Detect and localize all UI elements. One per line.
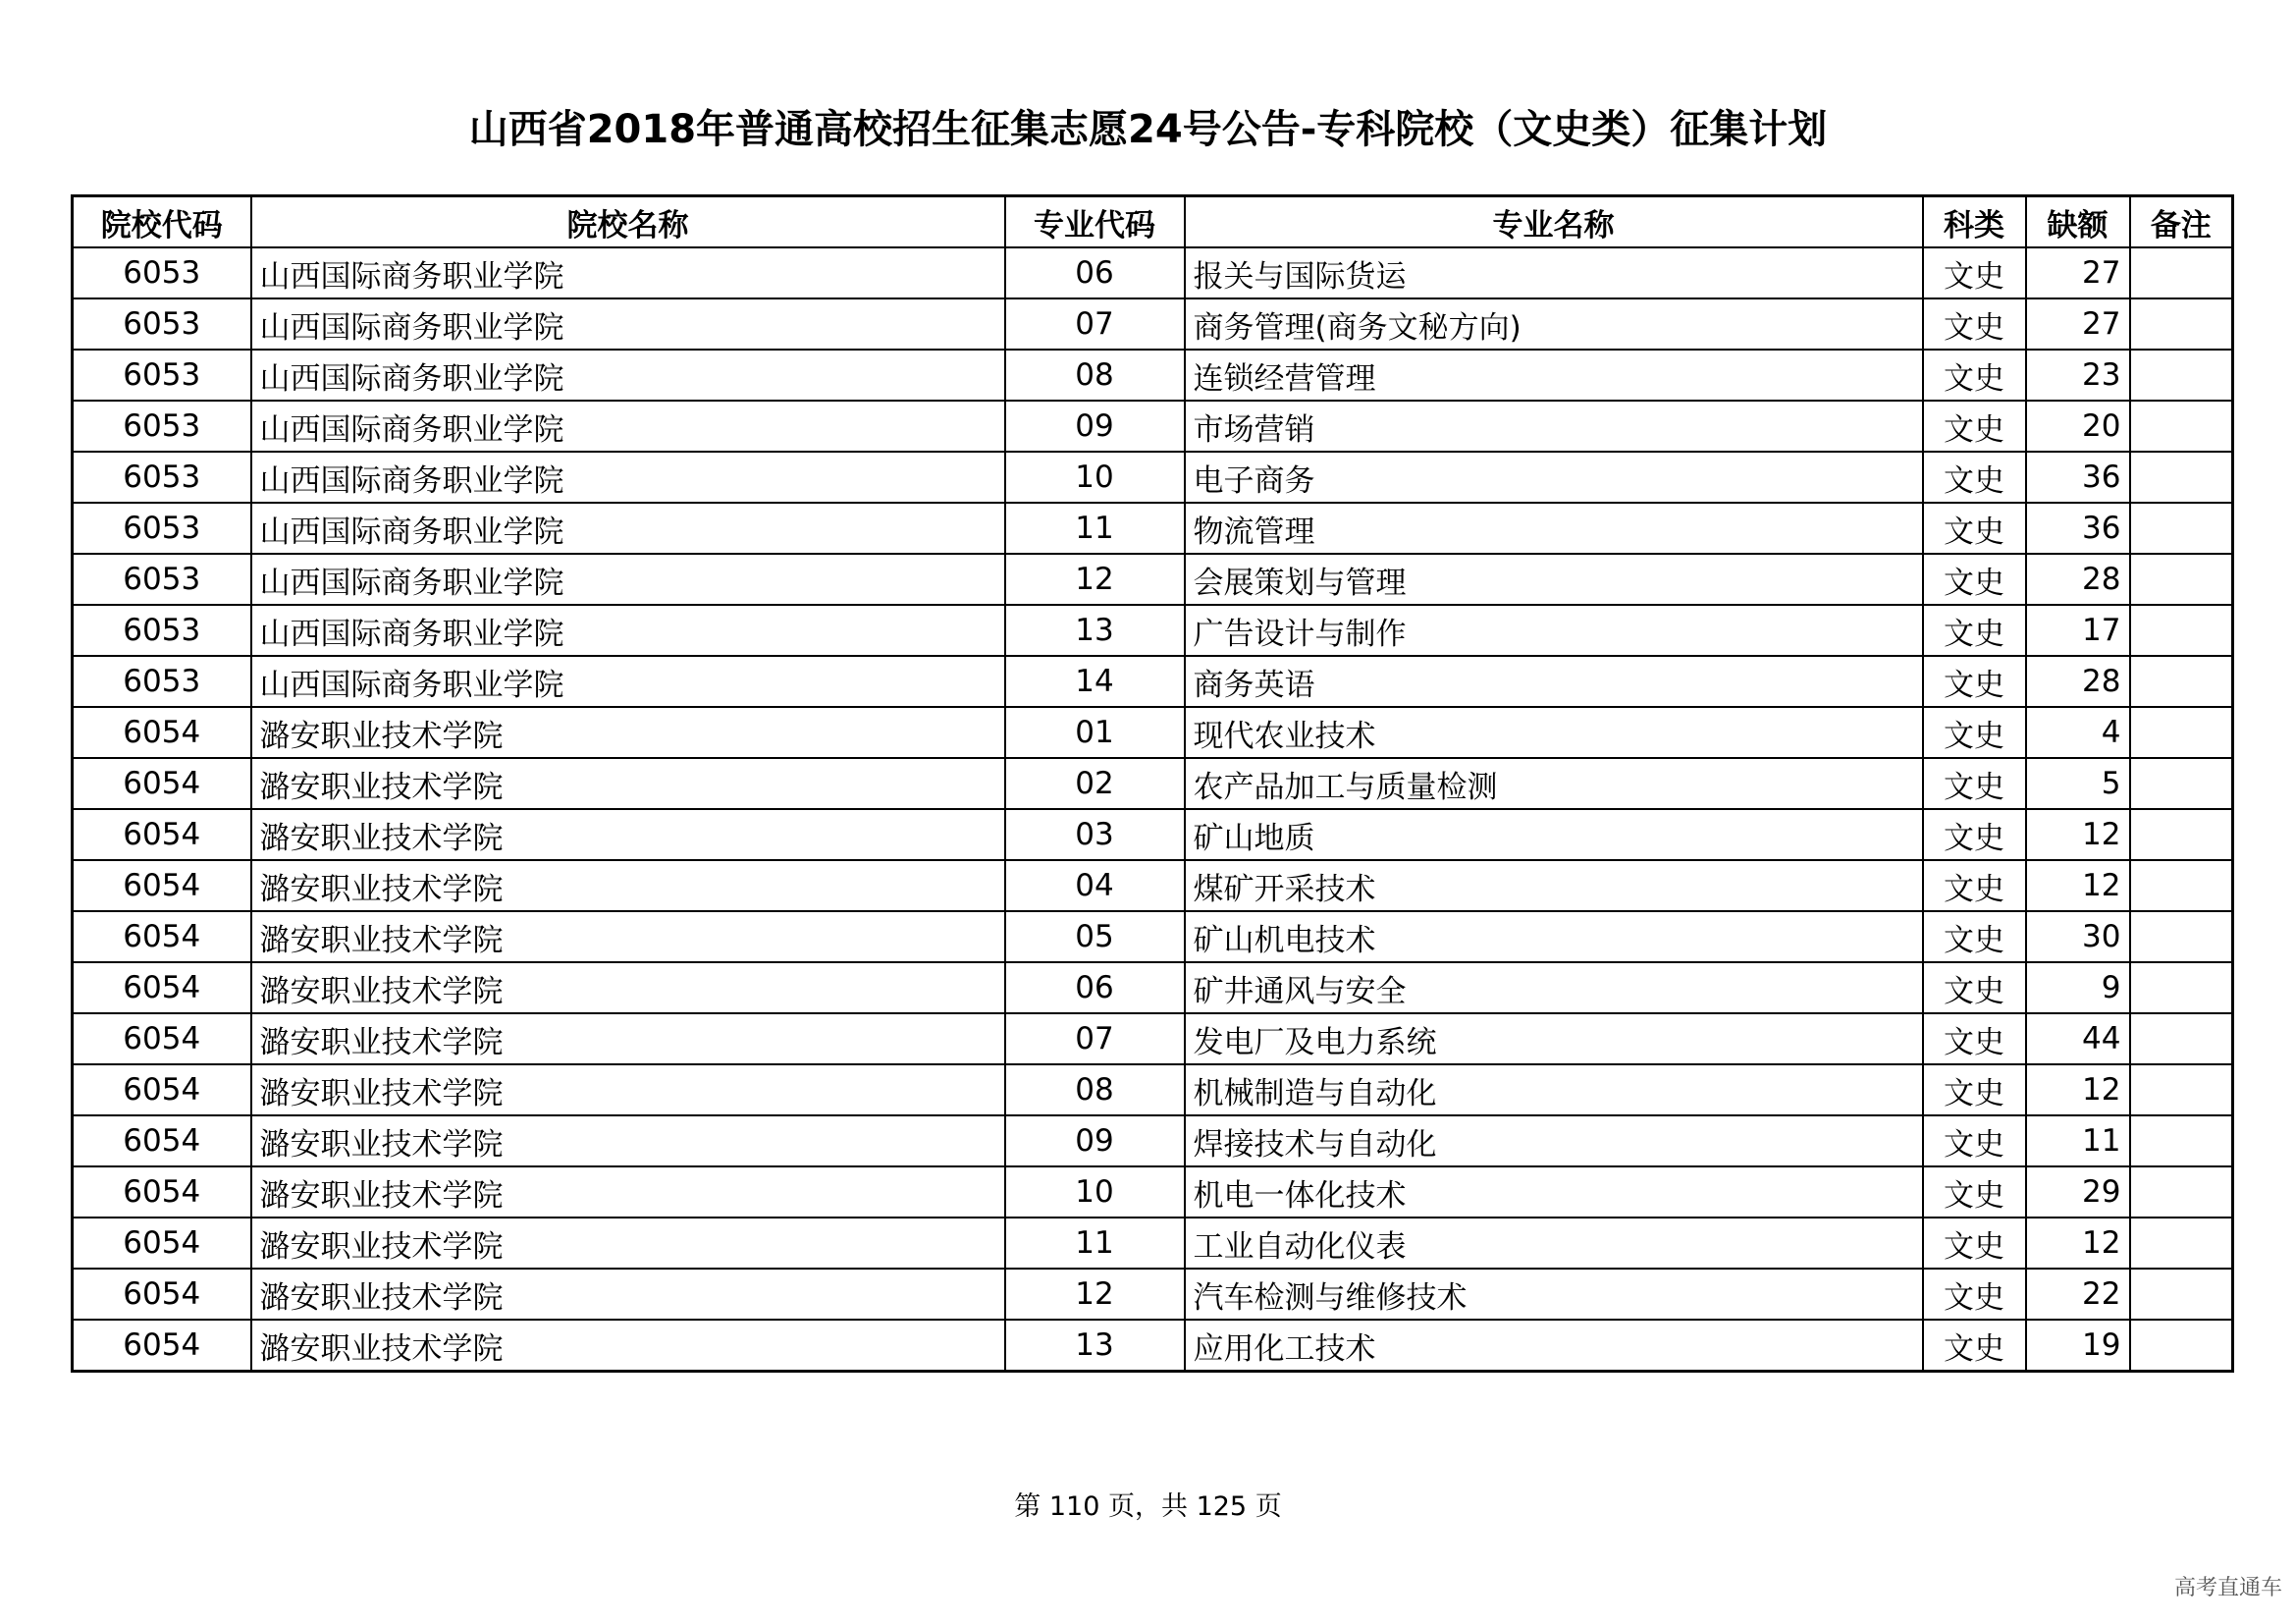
school-code-cell: 6054 (73, 1115, 251, 1166)
header-school-name: 院校名称 (251, 196, 1005, 248)
major-name-cell: 机电一体化技术 (1185, 1166, 1923, 1218)
major-name-cell: 广告设计与制作 (1185, 605, 1923, 656)
vacancy-cell: 19 (2026, 1320, 2130, 1372)
vacancy-cell: 29 (2026, 1166, 2130, 1218)
vacancy-cell: 20 (2026, 401, 2130, 452)
category-cell: 文史 (1923, 656, 2026, 707)
school-code-cell: 6053 (73, 452, 251, 503)
header-major-code: 专业代码 (1005, 196, 1185, 248)
category-cell: 文史 (1923, 1269, 2026, 1320)
table-row (73, 1218, 2233, 1269)
category-cell: 文史 (1923, 1166, 2026, 1218)
school-name-cell: 潞安职业技术学院 (251, 1166, 1005, 1218)
major-name-cell: 市场营销 (1185, 401, 1923, 452)
vacancy-cell: 9 (2026, 962, 2130, 1013)
remarks-cell (2130, 1320, 2233, 1372)
school-name-cell: 山西国际商务职业学院 (251, 554, 1005, 605)
vacancy-cell: 27 (2026, 247, 2130, 298)
major-name-cell: 机械制造与自动化 (1185, 1064, 1923, 1115)
enrollment-plan-table (71, 194, 2234, 1373)
vacancy-cell: 12 (2026, 809, 2130, 860)
major-name-cell: 汽车检测与维修技术 (1185, 1269, 1923, 1320)
table-row (73, 1269, 2233, 1320)
category-cell: 文史 (1923, 1320, 2026, 1372)
table-row (73, 758, 2233, 809)
major-name-cell: 商务管理(商务文秘方向) (1185, 298, 1923, 350)
category-cell: 文史 (1923, 503, 2026, 554)
remarks-cell (2130, 401, 2233, 452)
table-header-row (73, 196, 2233, 248)
school-code-cell: 6053 (73, 503, 251, 554)
major-code-cell: 06 (1005, 962, 1185, 1013)
major-code-cell: 08 (1005, 350, 1185, 401)
table-row (73, 503, 2233, 554)
school-code-cell: 6053 (73, 247, 251, 298)
table-row (73, 247, 2233, 298)
major-code-cell: 10 (1005, 1166, 1185, 1218)
school-name-cell: 潞安职业技术学院 (251, 758, 1005, 809)
table-row (73, 452, 2233, 503)
school-name-cell: 山西国际商务职业学院 (251, 247, 1005, 298)
school-name-cell: 山西国际商务职业学院 (251, 605, 1005, 656)
school-code-cell: 6054 (73, 809, 251, 860)
category-cell: 文史 (1923, 962, 2026, 1013)
category-cell: 文史 (1923, 247, 2026, 298)
school-name-cell: 潞安职业技术学院 (251, 707, 1005, 758)
remarks-cell (2130, 758, 2233, 809)
major-name-cell: 矿山机电技术 (1185, 911, 1923, 962)
school-name-cell: 山西国际商务职业学院 (251, 503, 1005, 554)
category-cell: 文史 (1923, 758, 2026, 809)
vacancy-cell: 5 (2026, 758, 2130, 809)
major-name-cell: 工业自动化仪表 (1185, 1218, 1923, 1269)
school-code-cell: 6053 (73, 605, 251, 656)
school-name-cell: 潞安职业技术学院 (251, 911, 1005, 962)
remarks-cell (2130, 1269, 2233, 1320)
remarks-cell (2130, 452, 2233, 503)
table-row (73, 350, 2233, 401)
header-vacancy: 缺额 (2026, 196, 2130, 248)
vacancy-cell: 11 (2026, 1115, 2130, 1166)
school-code-cell: 6053 (73, 554, 251, 605)
major-code-cell: 09 (1005, 1115, 1185, 1166)
major-name-cell: 商务英语 (1185, 656, 1923, 707)
vacancy-cell: 30 (2026, 911, 2130, 962)
major-code-cell: 03 (1005, 809, 1185, 860)
school-code-cell: 6054 (73, 911, 251, 962)
category-cell: 文史 (1923, 605, 2026, 656)
school-code-cell: 6054 (73, 1166, 251, 1218)
major-name-cell: 煤矿开采技术 (1185, 860, 1923, 911)
vacancy-cell: 17 (2026, 605, 2130, 656)
school-code-cell: 6054 (73, 758, 251, 809)
school-name-cell: 山西国际商务职业学院 (251, 401, 1005, 452)
remarks-cell (2130, 1218, 2233, 1269)
category-cell: 文史 (1923, 1115, 2026, 1166)
table-row (73, 1166, 2233, 1218)
school-name-cell: 山西国际商务职业学院 (251, 656, 1005, 707)
vacancy-cell: 22 (2026, 1269, 2130, 1320)
major-code-cell: 14 (1005, 656, 1185, 707)
header-school-code: 院校代码 (73, 196, 251, 248)
major-name-cell: 会展策划与管理 (1185, 554, 1923, 605)
major-name-cell: 物流管理 (1185, 503, 1923, 554)
school-code-cell: 6054 (73, 1013, 251, 1064)
school-code-cell: 6054 (73, 1320, 251, 1372)
table-row (73, 1115, 2233, 1166)
vacancy-cell: 12 (2026, 860, 2130, 911)
school-code-cell: 6054 (73, 707, 251, 758)
school-name-cell: 潞安职业技术学院 (251, 1269, 1005, 1320)
vacancy-cell: 27 (2026, 298, 2130, 350)
major-code-cell: 11 (1005, 1218, 1185, 1269)
major-code-cell: 09 (1005, 401, 1185, 452)
table-row (73, 809, 2233, 860)
major-name-cell: 连锁经营管理 (1185, 350, 1923, 401)
school-name-cell: 潞安职业技术学院 (251, 809, 1005, 860)
major-name-cell: 焊接技术与自动化 (1185, 1115, 1923, 1166)
school-name-cell: 潞安职业技术学院 (251, 1013, 1005, 1064)
vacancy-cell: 4 (2026, 707, 2130, 758)
table-row (73, 605, 2233, 656)
category-cell: 文史 (1923, 1064, 2026, 1115)
school-code-cell: 6053 (73, 298, 251, 350)
remarks-cell (2130, 554, 2233, 605)
category-cell: 文史 (1923, 1218, 2026, 1269)
table-row (73, 656, 2233, 707)
major-name-cell: 现代农业技术 (1185, 707, 1923, 758)
remarks-cell (2130, 1013, 2233, 1064)
major-name-cell: 发电厂及电力系统 (1185, 1013, 1923, 1064)
vacancy-cell: 28 (2026, 554, 2130, 605)
school-code-cell: 6053 (73, 656, 251, 707)
school-name-cell: 潞安职业技术学院 (251, 1218, 1005, 1269)
table-row (73, 911, 2233, 962)
school-code-cell: 6053 (73, 401, 251, 452)
major-code-cell: 01 (1005, 707, 1185, 758)
category-cell: 文史 (1923, 452, 2026, 503)
category-cell: 文史 (1923, 707, 2026, 758)
category-cell: 文史 (1923, 401, 2026, 452)
remarks-cell (2130, 962, 2233, 1013)
category-cell: 文史 (1923, 1013, 2026, 1064)
school-code-cell: 6054 (73, 1218, 251, 1269)
school-code-cell: 6054 (73, 1064, 251, 1115)
remarks-cell (2130, 860, 2233, 911)
major-code-cell: 11 (1005, 503, 1185, 554)
major-code-cell: 07 (1005, 1013, 1185, 1064)
remarks-cell (2130, 298, 2233, 350)
category-cell: 文史 (1923, 860, 2026, 911)
category-cell: 文史 (1923, 911, 2026, 962)
school-name-cell: 山西国际商务职业学院 (251, 452, 1005, 503)
vacancy-cell: 28 (2026, 656, 2130, 707)
page-title: 山西省2018年普通高校招生征集志愿24号公告-专科院校（文史类）征集计划 (468, 107, 1828, 152)
remarks-cell (2130, 503, 2233, 554)
major-code-cell: 06 (1005, 247, 1185, 298)
table-row (73, 707, 2233, 758)
table-row (73, 860, 2233, 911)
remarks-cell (2130, 809, 2233, 860)
school-code-cell: 6054 (73, 1269, 251, 1320)
remarks-cell (2130, 350, 2233, 401)
major-code-cell: 02 (1005, 758, 1185, 809)
category-cell: 文史 (1923, 554, 2026, 605)
table-row (73, 554, 2233, 605)
school-name-cell: 山西国际商务职业学院 (251, 298, 1005, 350)
table-row (73, 962, 2233, 1013)
category-cell: 文史 (1923, 350, 2026, 401)
category-cell: 文史 (1923, 809, 2026, 860)
school-name-cell: 潞安职业技术学院 (251, 860, 1005, 911)
category-cell: 文史 (1923, 298, 2026, 350)
header-major-name: 专业名称 (1185, 196, 1923, 248)
school-name-cell: 潞安职业技术学院 (251, 1064, 1005, 1115)
vacancy-cell: 12 (2026, 1218, 2130, 1269)
vacancy-cell: 12 (2026, 1064, 2130, 1115)
remarks-cell (2130, 1115, 2233, 1166)
vacancy-cell: 44 (2026, 1013, 2130, 1064)
table-row (73, 1320, 2233, 1372)
major-name-cell: 报关与国际货运 (1185, 247, 1923, 298)
school-code-cell: 6053 (73, 350, 251, 401)
major-name-cell: 矿山地质 (1185, 809, 1923, 860)
table-row (73, 298, 2233, 350)
major-code-cell: 10 (1005, 452, 1185, 503)
major-code-cell: 08 (1005, 1064, 1185, 1115)
vacancy-cell: 36 (2026, 503, 2130, 554)
major-code-cell: 05 (1005, 911, 1185, 962)
remarks-cell (2130, 707, 2233, 758)
school-name-cell: 潞安职业技术学院 (251, 962, 1005, 1013)
major-code-cell: 13 (1005, 1320, 1185, 1372)
school-code-cell: 6054 (73, 860, 251, 911)
school-name-cell: 潞安职业技术学院 (251, 1115, 1005, 1166)
table-row (73, 1064, 2233, 1115)
page-footer: 第 110 页，共 125 页 (1014, 1491, 1282, 1522)
major-code-cell: 12 (1005, 1269, 1185, 1320)
major-code-cell: 07 (1005, 298, 1185, 350)
watermark: 高考直通车 (2173, 1576, 2282, 1600)
major-name-cell: 应用化工技术 (1185, 1320, 1923, 1372)
remarks-cell (2130, 1166, 2233, 1218)
remarks-cell (2130, 1064, 2233, 1115)
school-name-cell: 山西国际商务职业学院 (251, 350, 1005, 401)
remarks-cell (2130, 656, 2233, 707)
table-row (73, 1013, 2233, 1064)
remarks-cell (2130, 605, 2233, 656)
major-code-cell: 13 (1005, 605, 1185, 656)
major-name-cell: 农产品加工与质量检测 (1185, 758, 1923, 809)
vacancy-cell: 23 (2026, 350, 2130, 401)
remarks-cell (2130, 247, 2233, 298)
major-code-cell: 12 (1005, 554, 1185, 605)
school-code-cell: 6054 (73, 962, 251, 1013)
table-row (73, 401, 2233, 452)
vacancy-cell: 36 (2026, 452, 2130, 503)
remarks-cell (2130, 911, 2233, 962)
major-name-cell: 电子商务 (1185, 452, 1923, 503)
major-name-cell: 矿井通风与安全 (1185, 962, 1923, 1013)
header-category: 科类 (1923, 196, 2026, 248)
header-remarks: 备注 (2130, 196, 2233, 248)
major-code-cell: 04 (1005, 860, 1185, 911)
school-name-cell: 潞安职业技术学院 (251, 1320, 1005, 1372)
